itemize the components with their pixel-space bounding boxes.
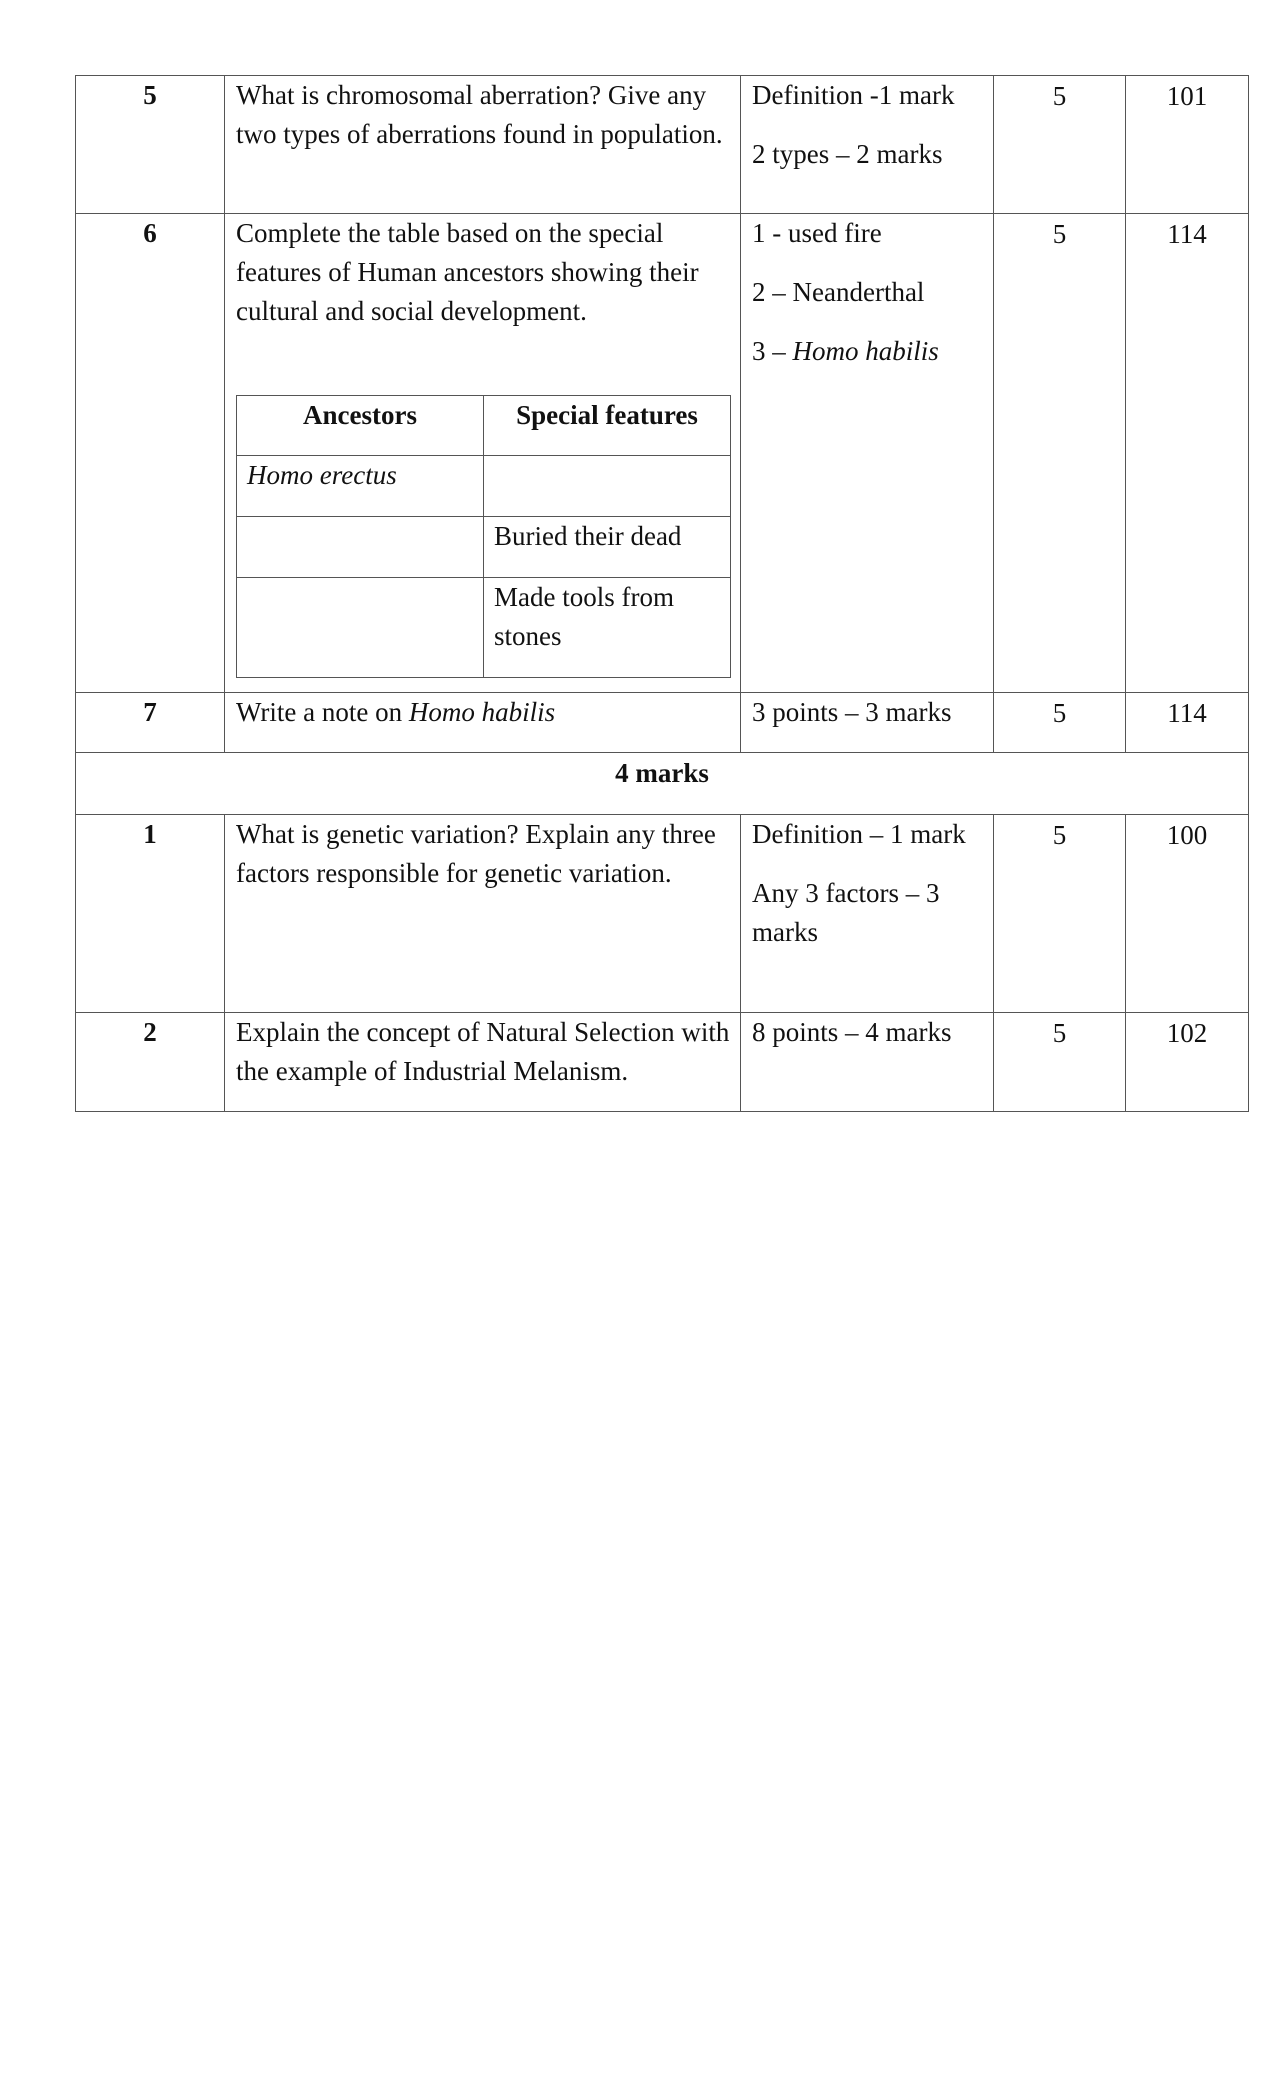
column-header-special-features: Special features	[484, 396, 731, 456]
question-text: Explain the concept of Natural Selection with the example of Industrial Melanism.	[225, 1013, 741, 1112]
ancestors-table	[236, 395, 731, 678]
question-number: 7	[76, 693, 225, 753]
marking-point: 2 – Neanderthal	[752, 277, 925, 307]
marking-scheme	[741, 815, 994, 1013]
question-text: Write a note on Homo habilis	[225, 693, 741, 753]
question-text: Complete the table based on the special features of Human ancestors showing their cultural and social development.	[236, 218, 699, 326]
marking-point: Definition – 1 mark	[752, 819, 966, 849]
question-number: 6	[76, 214, 225, 693]
question-text: What is genetic variation? Explain any three factors responsible for genetic variation.	[225, 815, 741, 1013]
marking-scheme: 8 points – 4 marks	[741, 1013, 994, 1112]
section-heading-row	[76, 753, 1249, 815]
question-cell	[225, 214, 741, 693]
marking-point: 1 - used fire	[752, 218, 882, 248]
marking-scheme	[741, 76, 994, 214]
marking-point: 2 types – 2 marks	[752, 139, 943, 169]
section-title: 4 marks	[76, 753, 1249, 815]
marking-point: Definition -1 mark	[752, 80, 955, 110]
question-number: 2	[76, 1013, 225, 1112]
question-number: 1	[76, 815, 225, 1013]
page-number: 100	[1126, 815, 1249, 1013]
feature-cell	[484, 456, 731, 517]
marking-point: Any 3 factors – 3 marks	[752, 878, 940, 947]
feature-cell: Made tools from stones	[484, 578, 731, 678]
marking-scheme	[741, 214, 994, 693]
question-number: 5	[76, 76, 225, 214]
question-table	[75, 75, 1249, 1112]
unit-number: 5	[994, 214, 1126, 693]
page-number: 114	[1126, 693, 1249, 753]
unit-number: 5	[994, 1013, 1126, 1112]
page-number: 102	[1126, 1013, 1249, 1112]
page-number: 101	[1126, 76, 1249, 214]
table-row	[76, 815, 1249, 1013]
table-row	[76, 1013, 1249, 1112]
page-number: 114	[1126, 214, 1249, 693]
table-row	[76, 214, 1249, 693]
table-row	[76, 76, 1249, 214]
unit-number: 5	[994, 76, 1126, 214]
feature-cell: Buried their dead	[484, 517, 731, 578]
table-row	[76, 693, 1249, 753]
unit-number: 5	[994, 815, 1126, 1013]
ancestor-cell	[237, 578, 484, 678]
unit-number: 5	[994, 693, 1126, 753]
ancestor-cell	[237, 517, 484, 578]
marking-scheme: 3 points – 3 marks	[741, 693, 994, 753]
question-blueprint-page	[75, 75, 1248, 1112]
question-text: What is chromosomal aberration? Give any two types of aberrations found in population.	[225, 76, 741, 214]
column-header-ancestors: Ancestors	[237, 396, 484, 456]
marking-point: 3 – Homo habilis	[752, 336, 939, 366]
ancestor-cell: Homo erectus	[237, 456, 484, 517]
